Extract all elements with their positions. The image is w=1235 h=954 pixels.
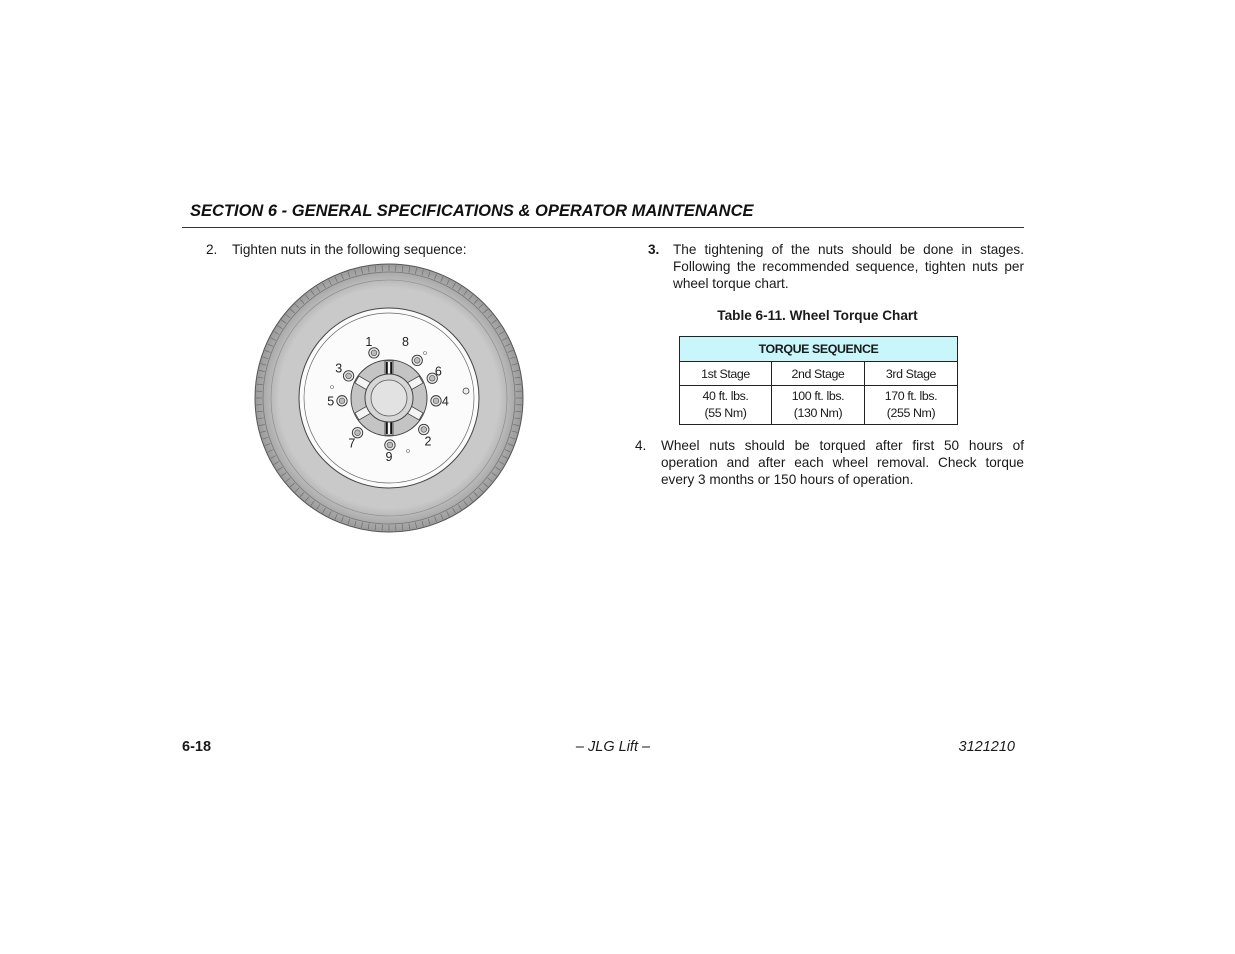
lug-nut-icon bbox=[412, 355, 422, 365]
lug-nut-icon bbox=[369, 348, 379, 358]
lug-nut-icon bbox=[343, 371, 353, 381]
step-number: 2. bbox=[206, 242, 218, 257]
nut-sequence-label: 7 bbox=[348, 436, 356, 451]
torque-metric: (55 Nm) bbox=[704, 406, 747, 420]
stage-label: 1st Stage bbox=[680, 362, 772, 386]
lug-nut-icon bbox=[385, 440, 395, 450]
step-text: Wheel nuts should be torqued after first 50 hours of operation and after each wheel removal. Check torque every 3 months or 150 hours of operation. bbox=[661, 438, 1024, 487]
document-number: 3121210 bbox=[958, 739, 1015, 755]
torque-value-cell bbox=[680, 386, 772, 425]
valve-stem-icon bbox=[463, 388, 469, 394]
torque-imperial: 40 ft. lbs. bbox=[702, 389, 749, 403]
lug-nut-icon bbox=[337, 396, 347, 406]
step-text: The tightening of the nuts should be done in stages. Following the recommended sequence, tighten nuts per wheel torque chart. bbox=[673, 242, 1024, 291]
wheel-nut-sequence-diagram bbox=[252, 262, 526, 535]
nut-sequence-label: 2 bbox=[424, 434, 432, 449]
section-title: SECTION 6 - GENERAL SPECIFICATIONS & OPERATOR MAINTENANCE bbox=[190, 202, 754, 220]
page-number: 6-18 bbox=[182, 739, 212, 755]
publisher-name: – JLG Lift – bbox=[575, 739, 651, 755]
table-header: TORQUE SEQUENCE bbox=[680, 337, 958, 362]
nut-sequence-label: 4 bbox=[441, 394, 449, 409]
lug-nut-icon bbox=[431, 396, 441, 406]
table-title: Table 6-11. Wheel Torque Chart bbox=[717, 308, 918, 323]
wheel-torque-table bbox=[679, 336, 958, 425]
torque-imperial: 100 ft. lbs. bbox=[791, 389, 845, 403]
step-text: Tighten nuts in the following sequence: bbox=[232, 242, 467, 257]
torque-imperial: 170 ft. lbs. bbox=[884, 389, 938, 403]
step-number: 4. bbox=[635, 438, 647, 453]
step-number: 3. bbox=[648, 242, 660, 257]
nut-sequence-label: 9 bbox=[385, 449, 393, 464]
torque-value-cell bbox=[864, 386, 957, 425]
nut-sequence-label: 1 bbox=[365, 335, 373, 350]
stage-label: 2nd Stage bbox=[772, 362, 865, 386]
nut-sequence-label: 5 bbox=[327, 394, 335, 409]
torque-value-cell bbox=[772, 386, 865, 425]
torque-metric: (255 Nm) bbox=[886, 406, 936, 420]
nut-sequence-label: 6 bbox=[434, 364, 442, 379]
torque-metric: (130 Nm) bbox=[793, 406, 843, 420]
stage-label: 3rd Stage bbox=[864, 362, 957, 386]
header-rule bbox=[182, 227, 1024, 228]
hub-cap bbox=[371, 380, 407, 416]
lug-nut-icon bbox=[419, 424, 429, 434]
nut-sequence-label: 3 bbox=[335, 361, 343, 376]
nut-sequence-label: 8 bbox=[401, 335, 409, 350]
